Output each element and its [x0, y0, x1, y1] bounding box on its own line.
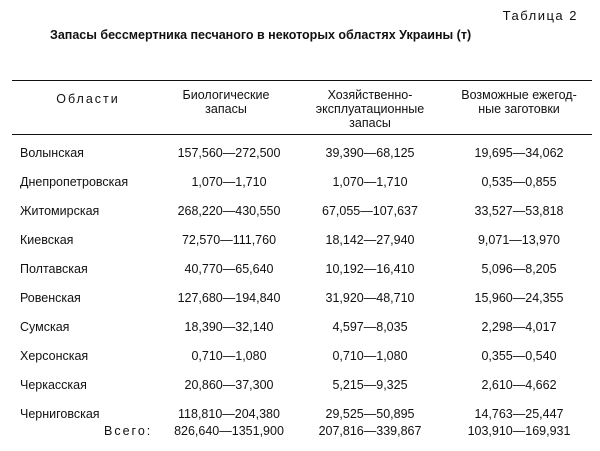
total-biological-cell: 826,640—1351,900	[174, 424, 284, 438]
annual-cell: 33,527—53,818	[474, 204, 564, 218]
table-top-rule	[12, 80, 592, 81]
biological-cell: 72,570—111,760	[181, 233, 277, 247]
biological-cell: 1,070—1,710	[191, 175, 267, 189]
annual-cell: 0,355—0,540	[481, 349, 557, 363]
region-cell: Черкасская	[20, 378, 87, 392]
annual-cell: 0,535—0,855	[481, 175, 557, 189]
annual-cell: 5,096—8,205	[481, 262, 557, 276]
header-biological-line-2: запасы	[205, 102, 247, 116]
header-region-text: Области	[56, 92, 120, 106]
biological-cell: 118,810—204,380	[178, 407, 280, 421]
table-row	[0, 200, 600, 229]
exploitable-cell: 10,192—16,410	[325, 262, 415, 276]
exploitable-cell: 0,710—1,080	[332, 349, 408, 363]
biological-cell: 18,390—32,140	[184, 320, 274, 334]
exploitable-cell: 18,142—27,940	[325, 233, 415, 247]
header-region	[18, 92, 158, 106]
total-row	[0, 421, 600, 443]
region-cell: Херсонская	[20, 349, 89, 363]
biological-cell: 20,860—37,300	[184, 378, 274, 392]
region-cell: Черниговская	[20, 407, 100, 421]
table-row	[0, 171, 600, 200]
exploitable-cell: 67,055—107,637	[322, 204, 418, 218]
exploitable-cell: 31,920—48,710	[325, 291, 415, 305]
biological-cell: 127,680—194,840	[177, 291, 281, 305]
header-annual-line-2: ные заготовки	[478, 102, 560, 116]
region-cell: Волынская	[20, 146, 84, 160]
table-row	[0, 287, 600, 316]
table-row	[0, 374, 600, 403]
biological-cell: 268,220—430,550	[177, 204, 281, 218]
header-exploitable-line-2: эксплуатационные	[315, 102, 425, 116]
biological-cell: 0,710—1,080	[191, 349, 267, 363]
table-row	[0, 258, 600, 287]
annual-cell: 2,298—4,017	[481, 320, 557, 334]
region-cell: Киевская	[20, 233, 74, 247]
annual-cell: 2,610—4,662	[481, 378, 557, 392]
table-number: Таблица 2	[502, 8, 578, 23]
exploitable-cell: 29,525—50,895	[325, 407, 415, 421]
header-exploitable	[298, 88, 442, 130]
table-header-rule	[12, 134, 592, 135]
table-row	[0, 142, 600, 171]
total-annual-cell: 103,910—169,931	[467, 424, 571, 438]
header-annual	[440, 88, 598, 116]
header-exploitable-line-3: запасы	[349, 116, 391, 130]
exploitable-cell: 1,070—1,710	[332, 175, 408, 189]
table-row	[0, 229, 600, 258]
header-exploitable-line-1: Хозяйственно-	[327, 88, 413, 102]
annual-cell: 15,960—24,355	[474, 291, 564, 305]
exploitable-cell: 39,390—68,125	[325, 146, 415, 160]
annual-cell: 9,071—13,970	[477, 233, 560, 247]
header-biological-line-1: Биологические	[182, 88, 270, 102]
total-exploitable-cell: 207,816—339,867	[318, 424, 422, 438]
exploitable-cell: 4,597—8,035	[332, 320, 408, 334]
region-cell: Сумская	[20, 320, 70, 334]
region-cell: Житомирская	[20, 204, 100, 218]
total-label: Всего:	[104, 424, 153, 438]
header-annual-line-1: Возможные ежегод-	[461, 88, 577, 102]
biological-cell: 40,770—65,640	[184, 262, 274, 276]
table-row	[0, 345, 600, 374]
table-row	[0, 316, 600, 345]
annual-cell: 14,763—25,447	[474, 407, 564, 421]
table-title: Запасы бессмертника песчаного в некоторых областях Украины (т)	[50, 28, 472, 42]
annual-cell: 19,695—34,062	[474, 146, 564, 160]
table-body	[0, 142, 600, 432]
region-cell: Ровенская	[20, 291, 81, 305]
header-biological	[152, 88, 300, 116]
region-cell: Полтавская	[20, 262, 88, 276]
exploitable-cell: 5,215—9,325	[332, 378, 408, 392]
region-cell: Днепропетровская	[20, 175, 129, 189]
biological-cell: 157,560—272,500	[177, 146, 281, 160]
